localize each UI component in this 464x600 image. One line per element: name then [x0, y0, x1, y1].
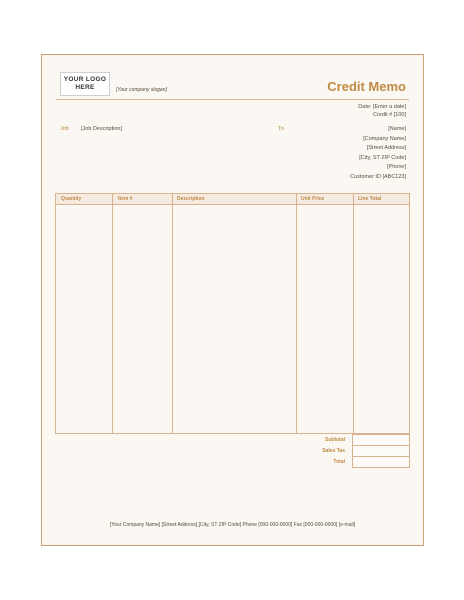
- header-quantity: Quantity: [61, 196, 82, 202]
- column-divider: [353, 194, 354, 433]
- subtotal-label: Subtotal: [325, 437, 345, 443]
- total-label: Total: [333, 459, 345, 465]
- logo-line-1: YOUR LOGO: [63, 76, 107, 83]
- job-label: Job: [60, 126, 69, 132]
- recipient-name: [Name]: [388, 126, 406, 132]
- logo-placeholder: [60, 72, 110, 96]
- line-items-table: [55, 193, 410, 434]
- job-description: [Job Description]: [81, 126, 122, 132]
- page-title: Credit Memo: [327, 79, 406, 94]
- header-divider: [56, 99, 409, 100]
- header-unit-price: Unit Price: [301, 196, 325, 202]
- column-divider: [172, 194, 173, 433]
- logo-line-2: HERE: [75, 84, 95, 91]
- to-label: To: [278, 126, 284, 132]
- recipient-company: [Company Name]: [363, 135, 406, 142]
- credit-number: Credit # [100]: [372, 112, 406, 118]
- recipient-phone: [Phone]: [387, 164, 406, 170]
- table-header-row: [56, 194, 409, 205]
- recipient-city: [City, ST ZIP Code]: [359, 154, 406, 161]
- sales-tax-label: Sales Tax: [322, 448, 345, 454]
- recipient-street: [Street Address]: [366, 145, 406, 151]
- total-field[interactable]: [352, 456, 410, 468]
- credit-memo-page: [41, 54, 424, 546]
- column-divider: [296, 194, 297, 433]
- column-divider: [112, 194, 113, 433]
- header-line-total: Line Total: [358, 196, 382, 202]
- recipient-block: [350, 125, 406, 182]
- company-slogan: [Your company slogan]: [116, 87, 167, 93]
- memo-meta: [358, 103, 406, 119]
- customer-id: Customer ID [ABC123]: [350, 173, 406, 180]
- footer-contact: [Your Company Name] [Street Address],[City, ST ZIP Code] Phone [000-000-0000] Fax [000-000-0000] [e-mail]: [109, 522, 356, 528]
- header-item-number: Item #: [118, 196, 133, 202]
- header-description: Description: [177, 196, 205, 202]
- memo-date: Date: [Enter a date]: [358, 104, 406, 110]
